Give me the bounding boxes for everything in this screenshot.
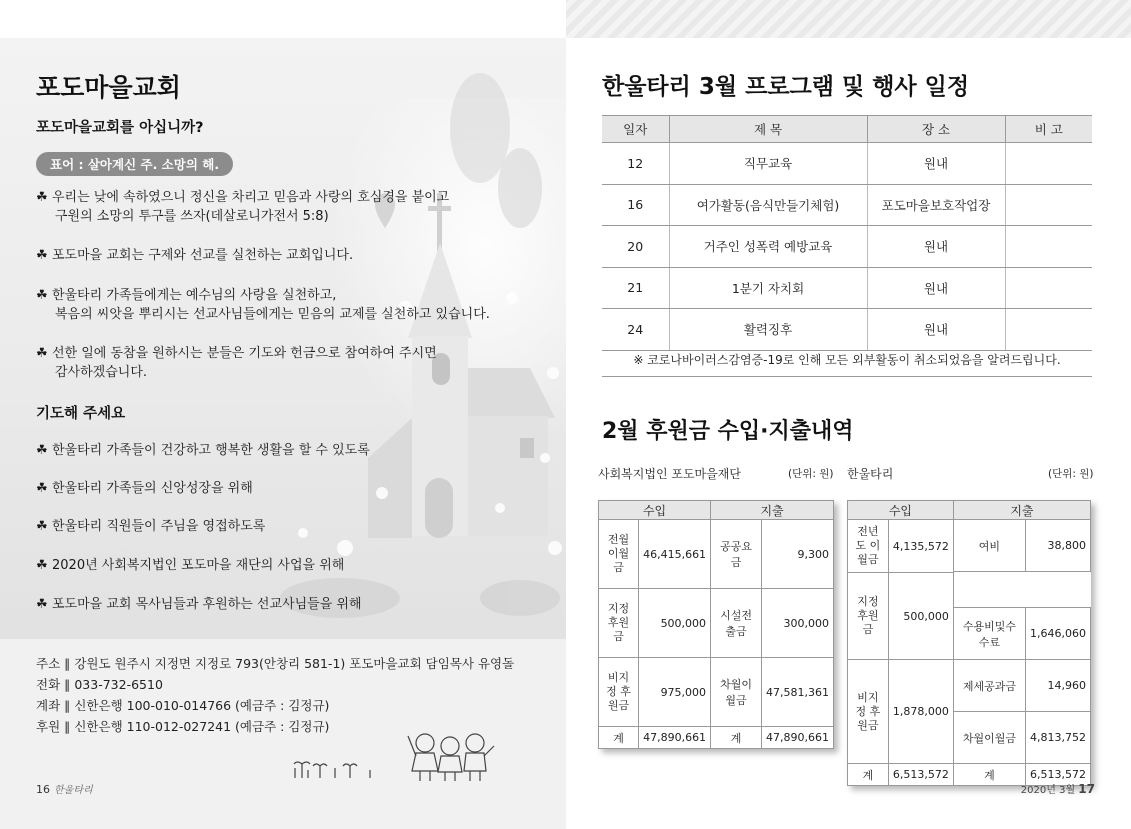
- prayer-item: ☘ 한울타리 직원들이 주님을 영접하도록: [36, 519, 266, 534]
- income-label: 전월 이월금: [599, 520, 639, 589]
- total-label: 계: [848, 764, 889, 786]
- schedule-row: [602, 143, 1092, 185]
- total-expense: 6,513,572: [1026, 764, 1091, 786]
- schedule-row: [602, 267, 1092, 309]
- expense-label: 제세공과금: [953, 660, 1025, 712]
- finance-title: 2월 후원금 수입·지출내역: [602, 419, 854, 444]
- schedule-cell: 거주인 성폭력 예방교육: [669, 226, 867, 268]
- schedule-cell: 여가활동(음식만들기체험): [669, 184, 867, 226]
- finance-row: [599, 658, 834, 727]
- support-line: 후원 ∥ 신한은행 110-012-027241 (예금주 : 김정규): [36, 719, 330, 734]
- top-left-blank: [0, 0, 566, 38]
- total-expense: 47,890,661: [762, 727, 834, 749]
- schedule-cell: [1005, 267, 1092, 309]
- expense-value: 38,800: [1026, 520, 1091, 572]
- expense-value: 1,646,060: [1026, 608, 1091, 660]
- schedule-row: [602, 226, 1092, 268]
- schedule-cell: 원내: [867, 309, 1005, 351]
- grape-icon: ☘: [36, 558, 48, 573]
- left-page: [0, 38, 566, 829]
- grape-icon: ☘: [36, 248, 48, 263]
- schedule-header: 비 고: [1005, 116, 1092, 143]
- expense-header: 지출: [711, 501, 834, 520]
- expense-header: 지출: [953, 501, 1090, 520]
- church-title: 포도마을교회: [36, 73, 181, 102]
- expense-value: 300,000: [762, 589, 834, 658]
- schedule-cell: 포도마을보호작업장: [867, 184, 1005, 226]
- total-income: 47,890,661: [639, 727, 711, 749]
- schedule-header: 제 목: [669, 116, 867, 143]
- grape-icon: ☘: [36, 346, 48, 361]
- schedule-row: [602, 309, 1092, 351]
- income-value: 46,415,661: [639, 520, 711, 589]
- expense-value: 9,300: [762, 520, 834, 589]
- grape-icon: ☘: [36, 190, 48, 205]
- income-label: 지정 후원금: [848, 573, 889, 660]
- account-line: 계좌 ∥ 신한은행 100-010-014766 (예금주 : 김정규): [36, 698, 330, 713]
- schedule-row: [602, 184, 1092, 226]
- schedule-title: 한울타리 3월 프로그램 및 행사 일정: [602, 74, 970, 100]
- phone-line: 전화 ∥ 033-732-6510: [36, 677, 163, 692]
- finance-total-row: [599, 727, 834, 749]
- foundation-name: 사회복지법인 포도마을재단: [598, 467, 741, 481]
- right-page: [566, 38, 1131, 829]
- schedule-cell: [1005, 309, 1092, 351]
- income-value: 4,135,572: [888, 520, 953, 573]
- schedule-header: 장 소: [867, 116, 1005, 143]
- schedule-cell: 직무교육: [669, 143, 867, 185]
- schedule-cell: 원내: [867, 267, 1005, 309]
- expense-label: 공공요금: [711, 520, 762, 589]
- grape-icon: ☘: [36, 288, 48, 303]
- prayer-item: ☘ 한울타리 가족들이 건강하고 행복한 생활을 할 수 있도록: [36, 443, 370, 458]
- schedule-header: 일자: [602, 116, 669, 143]
- schedule-cell: 12: [602, 143, 669, 185]
- income-value: 1,878,000: [888, 660, 953, 764]
- covid-notice: ※ 코로나바이러스감염증-19로 인해 모든 외부활동이 취소되었음을 알려드립니다.: [602, 351, 1092, 377]
- schedule-cell: 24: [602, 309, 669, 351]
- expense-value: 4,813,752: [1026, 712, 1091, 764]
- hanultari-finance-table: [847, 500, 1091, 786]
- schedule-header-row: [602, 116, 1092, 143]
- expense-label: 여비: [953, 520, 1025, 572]
- expense-label: 시설전출금: [711, 589, 762, 658]
- income-value: 500,000: [888, 573, 953, 660]
- grape-icon: ☘: [36, 597, 48, 612]
- foundation-finance-table: [598, 500, 834, 749]
- expense-value: 14,960: [1026, 660, 1091, 712]
- schedule-cell: [1005, 143, 1092, 185]
- motto-badge: 표어 : 살아계신 주. 소망의 해.: [36, 152, 233, 176]
- intro-item: ☘ 한울타리 가족들에게는 예수님의 사랑을 실천하고, 복음의 씨앗을 뿌리시는 선교사님들에게는 믿음의 교제를 실천하고 있습니다.: [36, 288, 490, 322]
- total-label: 계: [953, 764, 1025, 786]
- total-label: 계: [711, 727, 762, 749]
- schedule-cell: [1005, 226, 1092, 268]
- finance-row: [848, 520, 1091, 572]
- intro-item: ☘ 포도마을 교회는 구제와 선교를 실천하는 교회입니다.: [36, 248, 354, 263]
- grape-icon: ☘: [36, 519, 48, 534]
- children-illustration: [290, 698, 510, 783]
- schedule-cell: 20: [602, 226, 669, 268]
- left-page-number: 16 한울타리: [36, 783, 93, 796]
- prayer-item: ☘ 한울타리 가족들의 신앙성장을 위해: [36, 481, 253, 496]
- hanultari-name: 한울타리: [847, 467, 894, 481]
- expense-value: 47,581,361: [762, 658, 834, 727]
- right-page-number: 2020년 3월 17: [1020, 782, 1095, 796]
- expense-label: 차월이월금: [711, 658, 762, 727]
- income-value: 500,000: [639, 589, 711, 658]
- total-label: 계: [599, 727, 639, 749]
- church-question: 포도마을교회를 아십니까?: [36, 120, 204, 136]
- expense-label: 수용비및수수료: [953, 608, 1025, 660]
- expense-label: 차월이월금: [953, 712, 1025, 764]
- grape-icon: ☘: [36, 481, 48, 496]
- finance-row: [599, 589, 834, 658]
- intro-item: ☘ 우리는 낮에 속하였으니 정신을 차리고 믿음과 사랑의 호심경을 붙이고 구원의 소망의 투구를 쓰자(데살로니가전서 5:8): [36, 190, 450, 224]
- prayer-item: ☘ 포도마을 교회 목사님들과 후원하는 선교사님들을 위해: [36, 597, 362, 612]
- schedule-cell: 원내: [867, 226, 1005, 268]
- income-label: 비지정 후원금: [848, 660, 889, 764]
- income-header: 수입: [599, 501, 711, 520]
- income-label: 전년도 이월금: [848, 520, 889, 573]
- schedule-cell: 원내: [867, 143, 1005, 185]
- grape-icon: ☘: [36, 443, 48, 458]
- schedule-cell: 16: [602, 184, 669, 226]
- schedule-cell: 활력징후: [669, 309, 867, 351]
- income-label: 지정 후원금: [599, 589, 639, 658]
- total-income: 6,513,572: [888, 764, 953, 786]
- income-header: 수입: [848, 501, 954, 520]
- schedule-cell: 1분기 자치회: [669, 267, 867, 309]
- address-line: 주소 ∥ 강원도 원주시 지정면 지정로 793(안창리 581-1) 포도마을교회 담임목사 유영돌: [36, 656, 515, 671]
- income-value: 975,000: [639, 658, 711, 727]
- prayer-title: 기도해 주세요: [36, 406, 126, 422]
- income-label: 비지정 후원금: [599, 658, 639, 727]
- schedule-cell: 21: [602, 267, 669, 309]
- schedule-cell: [1005, 184, 1092, 226]
- hanultari-unit: (단위: 원): [1048, 468, 1094, 480]
- schedule-table: [602, 115, 1092, 351]
- intro-item: ☘ 선한 일에 동참을 원하시는 분들은 기도와 헌금으로 참여하여 주시면 감사하겠습니다.: [36, 346, 437, 380]
- foundation-unit: (단위: 원): [788, 468, 834, 480]
- finance-row: [599, 520, 834, 589]
- prayer-item: ☘ 2020년 사회복지법인 포도마을 재단의 사업을 위해: [36, 558, 345, 573]
